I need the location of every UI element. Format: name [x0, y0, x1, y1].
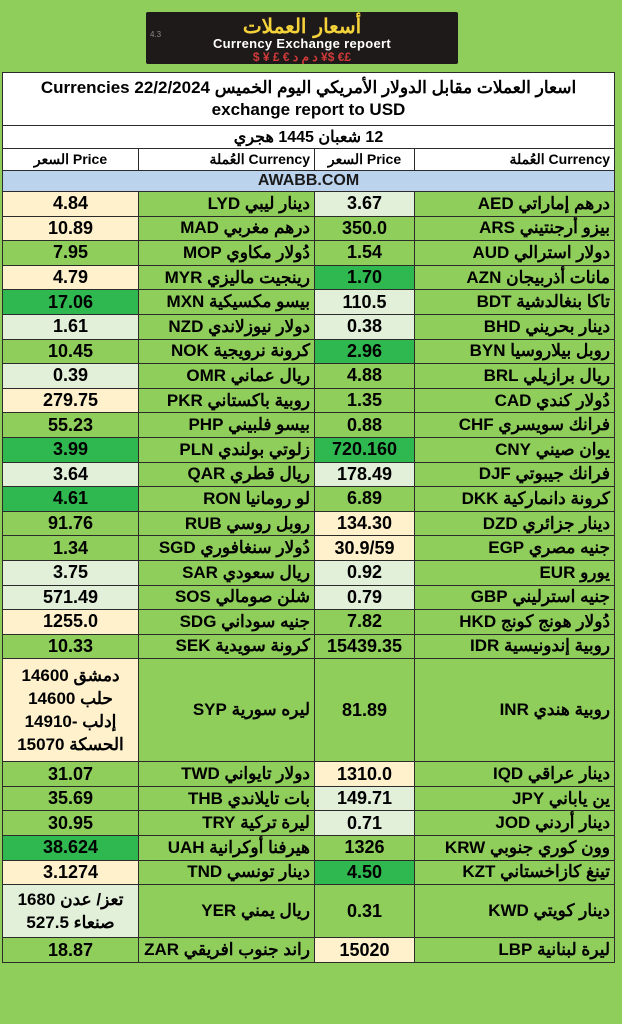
table-row: [3, 339, 615, 364]
left-price-cell: 7.95: [3, 241, 139, 266]
table-row: [3, 265, 615, 290]
left-price-cell: 4.79: [3, 265, 139, 290]
right-currency-cell: بيزو أرجنتيني ARS: [415, 216, 615, 241]
right-price-cell: 0.88: [315, 413, 415, 438]
right-price-cell: 30.9/59: [315, 536, 415, 561]
right-price-cell: 4.88: [315, 364, 415, 389]
right-price-cell: 110.5: [315, 290, 415, 315]
table-row: [3, 241, 615, 266]
right-currency-cell: ين ياباني JPY: [415, 786, 615, 811]
price-line: الحسكة 15070: [17, 735, 124, 755]
left-currency-cell: دولار تايواني TWD: [139, 762, 315, 787]
right-currency-cell: دينار جزائري DZD: [415, 511, 615, 536]
table-row: [3, 811, 615, 836]
table-title-row: [3, 73, 615, 126]
left-currency-cell: ريال عماني OMR: [139, 364, 315, 389]
banner-english-title: Currency Exchange repoert: [212, 36, 391, 51]
left-currency-cell: كرونة سويدية SEK: [139, 634, 315, 659]
right-price-cell: 6.89: [315, 487, 415, 512]
left-currency-cell: راند جنوب افريقي ZAR: [139, 938, 315, 963]
banner-currency-symbols: $ ¥ £ € د م د ¥$ €£: [252, 50, 352, 64]
right-price-cell: 1326: [315, 836, 415, 861]
left-currency-cell: دينار تونسي TND: [139, 860, 315, 885]
left-price-cell: 31.07: [3, 762, 139, 787]
left-currency-cell: دولار نيوزلاندي NZD: [139, 314, 315, 339]
price-line: تعز/ عدن 1680: [17, 890, 124, 910]
table-row: [3, 762, 615, 787]
left-price-cell: 18.87: [3, 938, 139, 963]
table-row: [3, 585, 615, 610]
right-currency-cell: روبل بيلاروسيا BYN: [415, 339, 615, 364]
logo-banner: [146, 12, 458, 64]
table-row: [3, 938, 615, 963]
table-row: [3, 836, 615, 861]
right-currency-cell: دينار عراقي IQD: [415, 762, 615, 787]
left-price-cell: 4.84: [3, 192, 139, 217]
right-currency-cell: دينار بحريني BHD: [415, 314, 615, 339]
left-price-cell: 10.45: [3, 339, 139, 364]
left-currency-cell: هيرفنا أوكرانية UAH: [139, 836, 315, 861]
table-row: [3, 786, 615, 811]
left-currency-cell: دُولار سنغافوري SGD: [139, 536, 315, 561]
right-price-cell: 1.70: [315, 265, 415, 290]
left-currency-cell: ليرة تركية TRY: [139, 811, 315, 836]
price-line: دمشق 14600: [21, 666, 120, 686]
right-price-cell: 15439.35: [315, 634, 415, 659]
right-price-cell: 81.89: [315, 659, 415, 762]
left-currency-cell: ريال قطري QAR: [139, 462, 315, 487]
website-row: [3, 171, 615, 192]
banner-side-number: 4.3: [150, 30, 162, 39]
right-currency-cell: يورو EUR: [415, 560, 615, 585]
left-price-cell: 35.69: [3, 786, 139, 811]
left-price-cell: 30.95: [3, 811, 139, 836]
left-price-cell: 1.61: [3, 314, 139, 339]
right-price-cell: 149.71: [315, 786, 415, 811]
left-price-cell: 10.89: [3, 216, 139, 241]
right-price-cell: 134.30: [315, 511, 415, 536]
table-row: [3, 610, 615, 635]
column-header-row: [3, 149, 615, 171]
table-row: [3, 462, 615, 487]
right-price-cell: 2.96: [315, 339, 415, 364]
right-currency-cell: روبية هندي INR: [415, 659, 615, 762]
banner-area: [0, 0, 622, 72]
right-currency-cell: فرانك جيبوتي DJF: [415, 462, 615, 487]
left-currency-cell: دُولار مكاوي MOP: [139, 241, 315, 266]
table-row: [3, 437, 615, 462]
exchange-table: [2, 72, 615, 963]
left-currency-cell: لو رومانيا RON: [139, 487, 315, 512]
right-price-cell: 7.82: [315, 610, 415, 635]
price-line: صنعاء 527.5: [26, 913, 115, 933]
hijri-date-row: [3, 126, 615, 149]
left-price-cell: 3.1274: [3, 860, 139, 885]
right-currency-cell: وون كوري جنوبي KRW: [415, 836, 615, 861]
banner-arabic-title: أسعار العملات: [242, 14, 362, 38]
left-price-cell: 0.39: [3, 364, 139, 389]
right-currency-cell: جنيه مصري EGP: [415, 536, 615, 561]
right-currency-cell: كرونة دانماركية DKK: [415, 487, 615, 512]
left-price-cell: 1255.0: [3, 610, 139, 635]
left-currency-cell: بيسو فلبيني PHP: [139, 413, 315, 438]
right-currency-cell: دُولار هونج كونج HKD: [415, 610, 615, 635]
right-price-cell: 4.50: [315, 860, 415, 885]
left-price-cell: 3.64: [3, 462, 139, 487]
left-currency-cell: كرونة نرويجية NOK: [139, 339, 315, 364]
right-currency-cell: روبية إندونيسية IDR: [415, 634, 615, 659]
left-price-cell: 17.06: [3, 290, 139, 315]
price-line: حلب 14600: [28, 689, 113, 709]
left-price-cell: 279.75: [3, 388, 139, 413]
left-currency-cell: ليره سورية SYP: [139, 659, 315, 762]
left-price-cell: [3, 885, 139, 938]
table-row: [3, 388, 615, 413]
right-currency-cell: تاكا بنغالدشية BDT: [415, 290, 615, 315]
right-price-cell: 178.49: [315, 462, 415, 487]
right-price-cell: 0.79: [315, 585, 415, 610]
right-currency-cell: ليرة لبنانية LBP: [415, 938, 615, 963]
left-price-cell: 3.99: [3, 437, 139, 462]
right-price-cell: 0.71: [315, 811, 415, 836]
right-price-cell: 350.0: [315, 216, 415, 241]
table-row: [3, 364, 615, 389]
right-currency-cell: دُولار كندي CAD: [415, 388, 615, 413]
left-currency-cell: ريال سعودي SAR: [139, 560, 315, 585]
table-row: [3, 536, 615, 561]
left-price-cell: 571.49: [3, 585, 139, 610]
right-currency-cell: فرانك سويسري CHF: [415, 413, 615, 438]
left-currency-cell: دينار ليبي LYD: [139, 192, 315, 217]
right-price-cell: 15020: [315, 938, 415, 963]
table-row: [3, 511, 615, 536]
left-price-cell: 10.33: [3, 634, 139, 659]
left-currency-cell: روبل روسي RUB: [139, 511, 315, 536]
left-price-cell: 3.75: [3, 560, 139, 585]
left-currency-cell: جنيه سوداني SDG: [139, 610, 315, 635]
right-price-cell: 0.38: [315, 314, 415, 339]
left-price-cell: 1.34: [3, 536, 139, 561]
right-price-cell: 0.92: [315, 560, 415, 585]
left-currency-cell: درهم مغربي MAD: [139, 216, 315, 241]
table-row: [3, 290, 615, 315]
right-price-header: السعر Price: [315, 149, 415, 171]
right-price-cell: 720.160: [315, 437, 415, 462]
left-currency-cell: شلن صومالي SOS: [139, 585, 315, 610]
left-currency-cell: رينجيت ماليزي MYR: [139, 265, 315, 290]
left-price-cell: 55.23: [3, 413, 139, 438]
table-row: [3, 216, 615, 241]
left-currency-cell: ريال يمني YER: [139, 885, 315, 938]
right-currency-cell: مانات أذربيجان AZN: [415, 265, 615, 290]
table-row: [3, 487, 615, 512]
right-price-cell: 0.31: [315, 885, 415, 938]
left-price-cell: 91.76: [3, 511, 139, 536]
price-line: إدلب -14910: [24, 712, 117, 732]
table-row: [3, 634, 615, 659]
left-currency-header: العُملة Currency: [139, 149, 315, 171]
right-price-cell: 1310.0: [315, 762, 415, 787]
left-currency-cell: بيسو مكسيكية MXN: [139, 290, 315, 315]
left-price-header: السعر Price: [3, 149, 139, 171]
right-currency-cell: جنيه استرليني GBP: [415, 585, 615, 610]
right-price-cell: 1.54: [315, 241, 415, 266]
left-price-cell: 38.624: [3, 836, 139, 861]
right-currency-cell: تينغ كازاخستاني KZT: [415, 860, 615, 885]
left-currency-cell: زلوتي بولندي PLN: [139, 437, 315, 462]
right-currency-cell: دولار استرالي AUD: [415, 241, 615, 266]
right-currency-cell: دينار كويتي KWD: [415, 885, 615, 938]
left-price-cell: 4.61: [3, 487, 139, 512]
table-row: [3, 860, 615, 885]
table-row: [3, 314, 615, 339]
table-row: [3, 413, 615, 438]
right-currency-cell: يوان صيني CNY: [415, 437, 615, 462]
hijri-date: 12 شعبان 1445 هجري: [3, 126, 615, 149]
left-price-cell: [3, 659, 139, 762]
left-currency-cell: روبية باكستاني PKR: [139, 388, 315, 413]
right-currency-cell: دينار أردني JOD: [415, 811, 615, 836]
table-row: [3, 560, 615, 585]
left-currency-cell: بات تايلاندي THB: [139, 786, 315, 811]
right-currency-cell: درهم إماراتي AED: [415, 192, 615, 217]
right-price-cell: 3.67: [315, 192, 415, 217]
table-row: [3, 659, 615, 762]
page-title: اسعار العملات مقابل الدولار الأمريكي اليوم الخميس 22/2/2024 Currencies exchange report to USD: [3, 73, 615, 126]
table-row: [3, 885, 615, 938]
right-currency-header: العُملة Currency: [415, 149, 615, 171]
right-currency-cell: ريال برازيلي BRL: [415, 364, 615, 389]
website-link[interactable]: AWABB.COM: [3, 171, 615, 192]
right-price-cell: 1.35: [315, 388, 415, 413]
table-row: [3, 192, 615, 217]
